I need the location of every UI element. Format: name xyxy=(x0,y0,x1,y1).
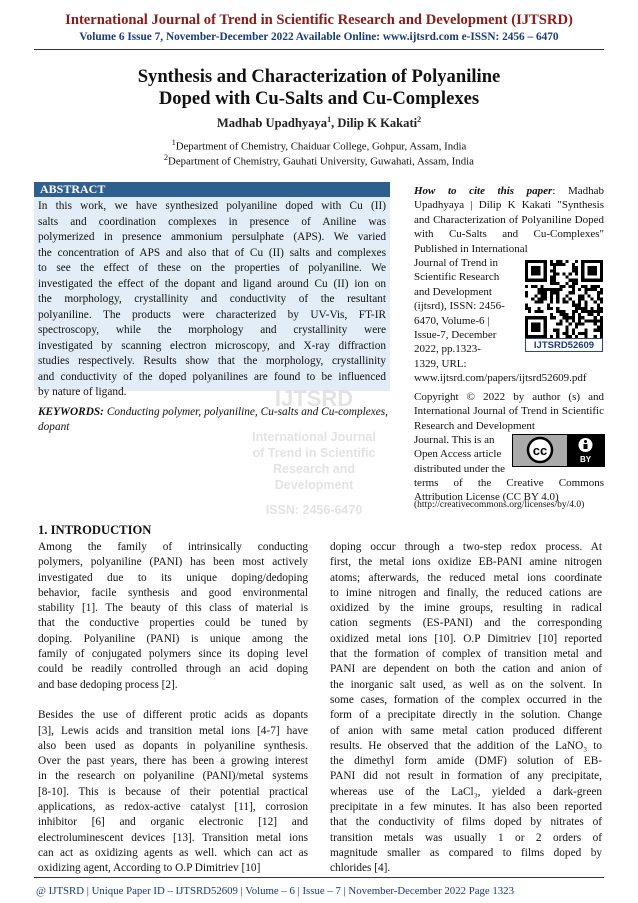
abstract-line: polymerized in presence ammonium persulphate (APS). We varied xyxy=(38,231,386,243)
cc-by-license-icon xyxy=(512,434,605,467)
citation-label: How to cite this paper xyxy=(414,185,553,197)
body-line: the dimethyl form amide (DMF) solution of EB- xyxy=(330,755,602,768)
body-line: can act as oxidizing agents as well. which can act as xyxy=(38,846,308,859)
body-line: doping occur through a two-step redox process. At xyxy=(330,541,602,553)
cc-badge xyxy=(513,435,567,466)
title-line-1: Synthesis and Characterization of Polyaniline xyxy=(137,66,501,87)
body-line: the inorganic salt used, as well as on the solvent. In xyxy=(330,678,602,691)
body-line: Among the family of intrinsically conducting xyxy=(38,541,308,553)
copyright-line: distributed under the xyxy=(414,462,506,475)
abstract-line: the morphology, crystallinity and conductivity of the resultant xyxy=(38,293,386,305)
affiliation-2-mark: 2 xyxy=(164,153,169,162)
citation-line: Issue-7, December xyxy=(414,329,497,342)
abstract-line: spectroscopy, while the morphology and crystallinity were xyxy=(38,324,386,336)
intro-left-column xyxy=(38,540,308,877)
body-line: that the formation of complex of transition metal and xyxy=(330,648,602,661)
abstract-line: investigated the effect of the dopant and ligand around Cu (II) ion on xyxy=(38,277,386,290)
abstract-line: In this work, we have synthesized polyaniline doped with Cu (II) xyxy=(38,200,386,212)
body-line: stability [1]. The beauty of this class of material is xyxy=(38,602,308,615)
abstract-line: the concentration of APS and also that of Cu (II) salts and complexes xyxy=(38,246,386,259)
body-line: PANI did not result in formation of any precipitate, xyxy=(330,770,602,783)
body-line: PANI are dependent on both the cation and anion of xyxy=(330,663,602,676)
author-list xyxy=(0,115,638,131)
citation-line: 2022, pp.1323- xyxy=(414,343,481,356)
by-badge xyxy=(567,435,604,466)
abstract-line: polyaniline. The products were characterized by UV-Vis, FT-IR xyxy=(38,308,386,321)
watermark-line-2: of Trend in Scientific xyxy=(252,446,376,460)
body-line: inhibitor [6] and organic electronic [12] and xyxy=(38,816,308,829)
page-footer: @ IJTSRD | Unique Paper ID – IJTSRD52609 | Volume – 6 | Issue – 7 | November-December 2022 Page 1323 xyxy=(36,885,514,897)
body-line: could be readily controlled through an acid doping xyxy=(38,663,308,676)
body-line: [8-10]. This is because of their potential practical xyxy=(38,785,308,798)
body-line: investigated due to its unique doping/dedoping xyxy=(38,571,308,584)
body-line: Besides the use of different protic acids as dopants xyxy=(38,709,308,722)
qr-code-icon xyxy=(525,258,603,340)
abstract-line: investigated by scanning electron microscopy, and X-ray diffraction xyxy=(38,339,386,352)
author-2-mark: 2 xyxy=(417,115,422,124)
affiliation-2 xyxy=(0,153,638,168)
body-line: to imine nitrogen and finally, the reduced cations are xyxy=(330,586,602,599)
citation-line: and Development xyxy=(414,285,492,298)
body-line: oxidized metal ions [10]. O.P Dimitriev [10] reported xyxy=(330,632,602,645)
paper-title xyxy=(0,66,638,110)
abstract-line: salts and coordination complexes in presence of Aniline was xyxy=(38,215,386,228)
qr-paper-id: IJTSRD52609 xyxy=(525,338,603,352)
body-line: polymers, polyaniline (PANI) has been most actively xyxy=(38,556,308,569)
body-line: magnitude smaller as compared to films doped by xyxy=(330,846,602,859)
body-line: also been used as dopants in polyaniline synthesis. xyxy=(38,739,308,752)
cc-logo-icon xyxy=(513,435,567,466)
body-line: oxidizing agent, According to O.P Dimitriev [10] xyxy=(38,862,261,875)
body-line: in the research on polyaniline (PANI)/metal systems xyxy=(38,770,308,783)
body-line: applications, as redox-active catalyst [11], corrosion xyxy=(38,801,308,814)
header-rule xyxy=(34,49,604,50)
citation-url[interactable]: www.ijtsrd.com/papers/ijtsrd52609.pdf xyxy=(414,372,587,384)
abstract-line: and conductivity of the doped polyanilines are found to be influenced xyxy=(38,370,386,383)
body-line: results. He observed that the addition of the LaNO₃ to xyxy=(330,739,602,752)
copyright-narrow-block xyxy=(414,433,512,476)
copyright-line: Journal. This is an xyxy=(414,434,495,446)
body-line: atoms; afterwards, the reduced metal ions coordinate xyxy=(330,571,602,584)
body-line: [3], Lewis acids and transition metal ions [4-7] have xyxy=(38,724,308,737)
citation-text: : Madhab Upadhyaya | Dilip K Kakati "Synthesis and Characterization of Polyaniline Doped with Cu-Salts and Cu-Complexes" Published in International xyxy=(414,185,604,255)
affiliation-1 xyxy=(0,138,638,153)
license-url[interactable]: (http://creativecommons.org/licenses/by/4.0) xyxy=(414,500,585,510)
keywords-label: KEYWORDS: xyxy=(38,406,104,418)
citation-narrow-block xyxy=(414,256,512,371)
body-line: chlorides [4]. xyxy=(330,862,391,875)
watermark-line-4: Development xyxy=(274,478,354,492)
abstract-line: studies respectively. Results show that the morphology, crystallinity xyxy=(38,355,386,367)
attribution-person-icon xyxy=(567,435,604,466)
watermark-line-3: Research and xyxy=(273,462,355,476)
body-line: Over the past years, there has been a growing interest xyxy=(38,755,308,768)
body-line: whereas use of the LaCl₃, yielded a dark-green xyxy=(330,785,602,798)
journal-name: International Journal of Trend in Scientific Research and Development (IJTSRD) xyxy=(65,12,573,28)
body-line: doping. Polyaniline (PANI) is unique among the xyxy=(38,632,308,645)
journal-volume-info: Volume 6 Issue 7, November-December 2022 Available Online: www.ijtsrd.com e-ISSN: 2456 – 6470 xyxy=(79,31,559,43)
body-line: family of conjugated polymers since its doping level xyxy=(38,648,308,661)
abstract-heading: ABSTRACT xyxy=(40,182,106,196)
title-line-2: Doped with Cu-Salts and Cu-Complexes xyxy=(158,88,480,109)
body-line: that the conductivity of films doped by nitrates of xyxy=(330,816,602,829)
cc-label: cc xyxy=(532,443,548,458)
by-label: BY xyxy=(579,455,592,464)
citation-line: Journal of Trend in xyxy=(414,257,499,269)
license-text: terms of the Creative Commons Attribution License (CC BY 4.0) xyxy=(414,477,604,504)
author-1: Madhab Upadhyaya xyxy=(216,116,328,131)
body-line: transition metals was usually 1 or 2 orders of xyxy=(330,831,602,844)
body-line: some cases, formation of the complex occurred in the xyxy=(330,693,602,706)
body-line: form of a precipitate directly in the solution. Change xyxy=(330,709,602,722)
body-line: and base dedoping process [2]. xyxy=(38,678,178,691)
body-line: cation segments (ES-PANI) and the corresponding xyxy=(330,617,602,630)
body-line: oxidized by the imine groups, resulting in radical xyxy=(330,602,602,615)
affiliation-1-text: Department of Chemistry, Chaiduar College, Gohpur, Assam, India xyxy=(175,140,467,153)
section-heading-introduction: 1. INTRODUCTION xyxy=(38,523,152,537)
body-line: that the conductive properties could be tuned by xyxy=(38,617,308,630)
footer-rule xyxy=(34,877,604,878)
citation-line: (ijtsrd), ISSN: 2456- xyxy=(414,300,505,313)
body-line: precipitate in a few minutes. It has also been reported xyxy=(330,801,602,814)
author-2: Dilip K Kakati xyxy=(337,116,418,131)
watermark-issn: ISSN: 2456-6470 xyxy=(265,503,363,517)
copyright-line: Open Access article xyxy=(414,448,502,461)
watermark-line-1: International Journal xyxy=(252,430,376,444)
body-line: of anion with same metal cation produced different xyxy=(330,724,602,737)
body-line: electroluminescent devices [13]. Transition metal ions xyxy=(38,831,308,844)
citation-line: 1329, URL: xyxy=(414,357,467,370)
affiliation-2-text: Department of Chemistry, Gauhati University, Guwahati, Assam, India xyxy=(168,155,474,168)
citation-line: Scientific Research xyxy=(414,271,500,284)
author-separator: , xyxy=(331,116,338,131)
body-line: behavior, facile synthesis and good environmental xyxy=(38,586,308,599)
affiliation-1-mark: 1 xyxy=(171,138,176,147)
body-line: first, the metal ions oxidize EB-PANI amine nitrogen xyxy=(330,556,602,569)
intro-right-column xyxy=(330,540,602,877)
keywords-text: Conducting polymer, polyaniline, Cu-salts and Cu-complexes, dopant xyxy=(38,406,388,433)
journal-watermark xyxy=(214,386,414,531)
citation-line: 6470, Volume-6 | xyxy=(414,314,490,327)
copyright-block: Copyright © 2022 by author (s) and International Journal of Trend in Scientific Research and Development xyxy=(414,391,604,432)
author-1-mark: 1 xyxy=(327,115,332,124)
body-line xyxy=(38,693,308,708)
abstract-line: by nature of ligand. xyxy=(38,386,127,398)
watermark-logo: IJTSRD xyxy=(274,386,354,411)
abstract-line: to see the effect of these on the properties of polyaniline. We xyxy=(38,262,386,274)
citation-block xyxy=(414,184,604,256)
abstract-text xyxy=(38,199,386,401)
